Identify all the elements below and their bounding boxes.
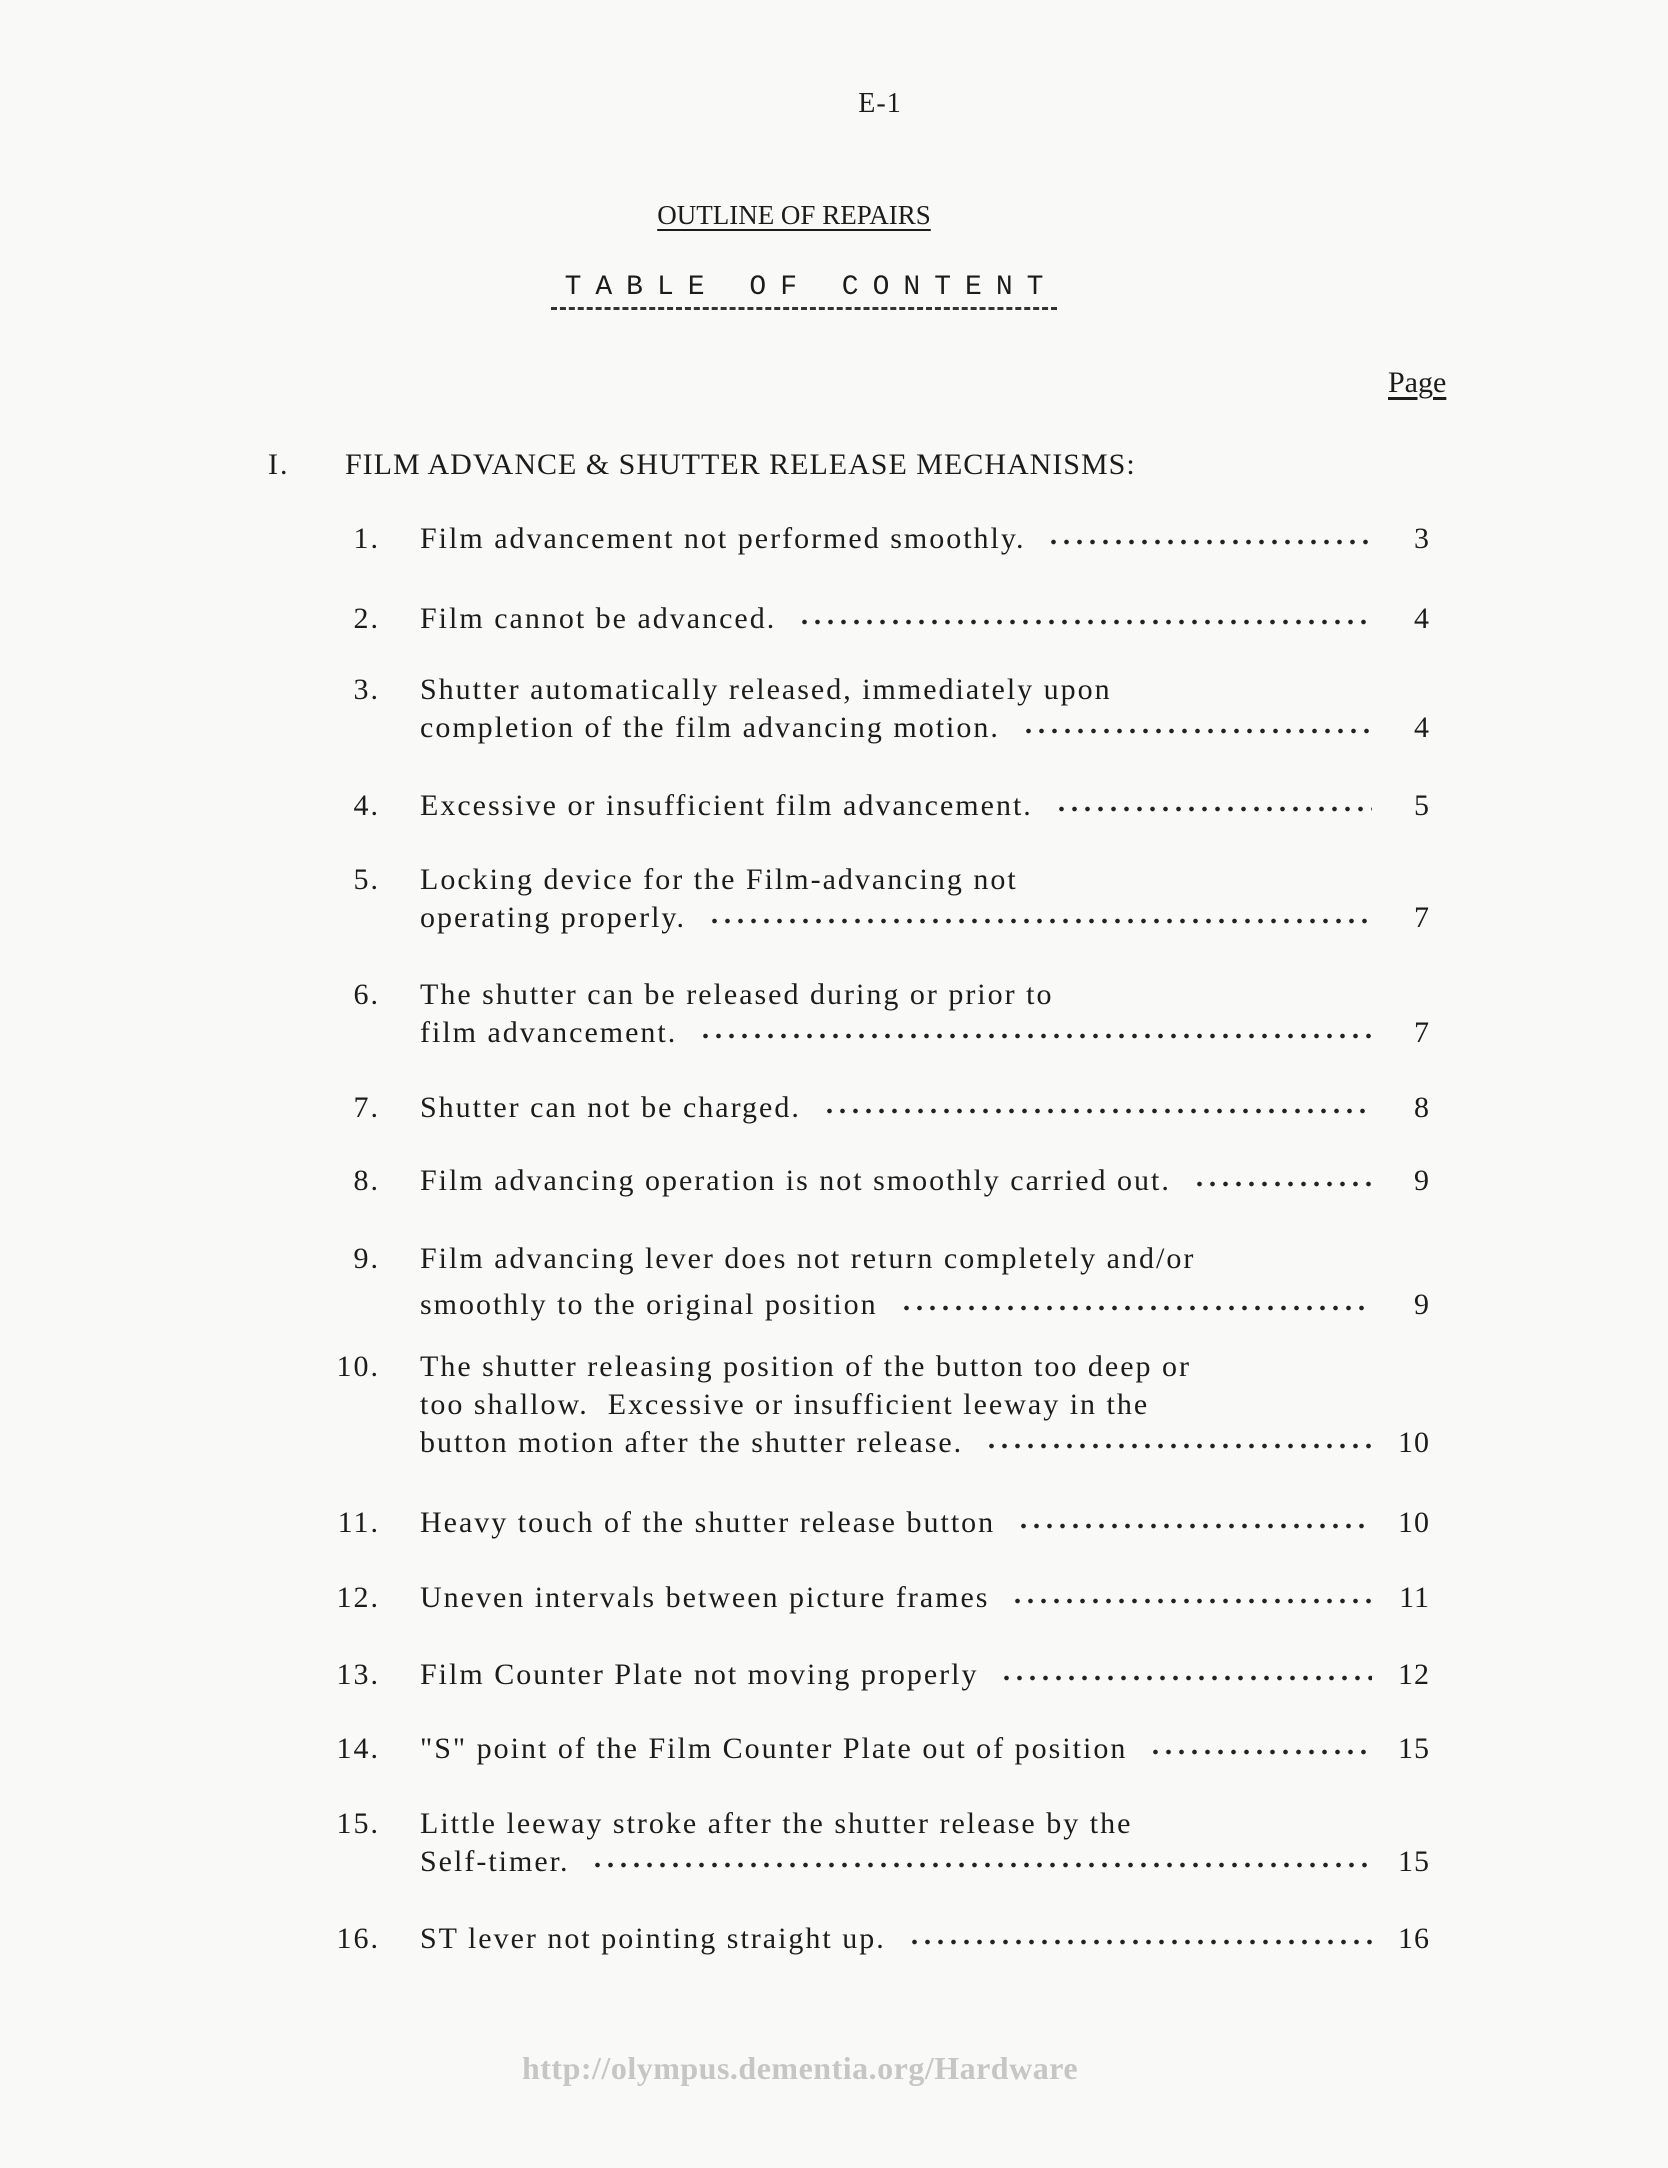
- entry-page-number: 12: [1398, 1658, 1430, 1691]
- entry-text: The shutter can be released during or prior to: [420, 978, 1054, 1011]
- entry-text: too shallow. Excessive or insufficient leeway in the: [420, 1388, 1150, 1421]
- entry-number: 1.: [353, 522, 380, 555]
- entry-body: [420, 1920, 1430, 1958]
- page-number: E-1: [858, 88, 902, 119]
- entry-number: 8.: [353, 1164, 380, 1197]
- entry-text: Film advancing operation is not smoothly carried out.: [420, 1164, 1171, 1197]
- toc-entry: [290, 1089, 1430, 1127]
- dot-leader: [1055, 804, 1372, 814]
- entry-page-number: 4: [1414, 711, 1430, 744]
- entry-number: 13.: [336, 1658, 380, 1691]
- footer-url-watermark: http://olympus.dementia.org/Hardware: [521, 2050, 1079, 2086]
- dot-leader: [1149, 1747, 1372, 1757]
- entry-body: [420, 1504, 1430, 1542]
- entry-line: [420, 1282, 1430, 1328]
- entry-text: Shutter automatically released, immediately upon: [420, 673, 1112, 706]
- entry-line: [420, 1162, 1430, 1200]
- toc-entry: [290, 671, 1430, 747]
- entry-line: [420, 1504, 1430, 1542]
- toc-entry: [290, 1805, 1430, 1881]
- toc-entry: [290, 520, 1430, 558]
- entry-page-number: 7: [1414, 901, 1430, 934]
- dot-leader: [900, 1303, 1372, 1313]
- entry-text: Locking device for the Film-advancing not: [420, 863, 1018, 896]
- entry-page-number: 15: [1398, 1732, 1430, 1765]
- entry-number: 4.: [353, 789, 380, 822]
- entry-line: [420, 520, 1430, 558]
- document-heading: [534, 200, 1054, 231]
- entry-number: 15.: [336, 1807, 380, 1840]
- entry-line: [420, 1579, 1430, 1617]
- entry-text: ST lever not pointing straight up.: [420, 1922, 886, 1955]
- entry-body: [420, 787, 1430, 825]
- entry-page-number: 4: [1414, 602, 1430, 635]
- entry-page-number: 9: [1414, 1164, 1430, 1197]
- toc-entry: [290, 787, 1430, 825]
- toc-entry: [290, 1504, 1430, 1542]
- entry-body: [420, 861, 1430, 937]
- entry-text: Excessive or insufficient film advancement.: [420, 789, 1033, 822]
- entry-text: The shutter releasing position of the button too deep or: [420, 1350, 1192, 1383]
- entry-body: [420, 1089, 1430, 1127]
- entry-page-number: 11: [1399, 1581, 1430, 1614]
- entry-text: button motion after the shutter release.: [420, 1426, 964, 1459]
- entry-body: [420, 1805, 1430, 1881]
- entry-line: [420, 1656, 1430, 1694]
- entry-body: [420, 520, 1430, 558]
- entry-number: 6.: [353, 978, 380, 1011]
- entry-body: [420, 1348, 1430, 1462]
- section-number: I.: [268, 448, 290, 481]
- entry-page-number: 9: [1414, 1288, 1430, 1321]
- dot-leader: [908, 1937, 1372, 1947]
- entry-line: [420, 600, 1430, 638]
- entry-body: [420, 976, 1430, 1052]
- entry-body: [420, 1579, 1430, 1617]
- table-of-contents-title: [484, 272, 1124, 310]
- subheading-text: TABLE OF CONTENT: [551, 272, 1058, 310]
- dot-leader: [1011, 1596, 1372, 1606]
- dot-leader: [1047, 537, 1372, 547]
- entry-page-number: 10: [1398, 1426, 1430, 1459]
- entry-line: [420, 1920, 1430, 1958]
- entry-page-number: 5: [1414, 789, 1430, 822]
- entry-text: Self-timer.: [420, 1845, 570, 1878]
- dot-leader: [985, 1441, 1372, 1451]
- entry-line: [420, 1843, 1430, 1881]
- entry-line: [420, 1424, 1430, 1462]
- entry-text: Shutter can not be charged.: [420, 1091, 801, 1124]
- entry-body: [420, 1656, 1430, 1694]
- toc-entry: [290, 976, 1430, 1052]
- toc-entry: [290, 861, 1430, 937]
- entry-body: [420, 600, 1430, 638]
- entry-text: Heavy touch of the shutter release button: [420, 1506, 996, 1539]
- entry-text: Film cannot be advanced.: [420, 602, 777, 635]
- toc-entry: [290, 1236, 1430, 1328]
- entry-page-number: 3: [1414, 522, 1430, 555]
- toc-entry: [290, 1348, 1430, 1462]
- entry-number: 2.: [353, 602, 380, 635]
- toc-entry: [290, 1656, 1430, 1694]
- entry-body: [420, 1162, 1430, 1200]
- dot-leader: [699, 1031, 1372, 1041]
- entry-text: Little leeway stroke after the shutter release by the: [420, 1807, 1133, 1840]
- entry-body: [420, 671, 1430, 747]
- entry-line: [420, 1730, 1430, 1768]
- dot-leader: [823, 1106, 1372, 1116]
- entry-text: Film advancing lever does not return completely and/or: [420, 1242, 1196, 1275]
- entry-number: 16.: [336, 1922, 380, 1955]
- dot-leader: [1022, 726, 1372, 736]
- dot-leader: [591, 1860, 1372, 1870]
- entry-body: [420, 1730, 1430, 1768]
- entry-body: [420, 1236, 1430, 1328]
- entry-number: 12.: [336, 1581, 380, 1614]
- toc-entry: [290, 1579, 1430, 1617]
- entry-line: [420, 899, 1430, 937]
- toc-entry: [290, 1730, 1430, 1768]
- entry-page-number: 8: [1414, 1091, 1430, 1124]
- dot-leader: [1193, 1179, 1372, 1189]
- entry-number: 10.: [336, 1350, 380, 1383]
- heading-text: OUTLINE OF REPAIRS: [657, 200, 931, 230]
- entry-text: "S" point of the Film Counter Plate out of position: [420, 1732, 1128, 1765]
- section-title: FILM ADVANCE & SHUTTER RELEASE MECHANISMS:: [345, 448, 1136, 481]
- entry-text: operating properly.: [420, 901, 686, 934]
- entry-number: 9.: [353, 1242, 380, 1275]
- entry-page-number: 16: [1398, 1922, 1430, 1955]
- entry-text: smoothly to the original position: [420, 1288, 878, 1321]
- entry-page-number: 7: [1414, 1016, 1430, 1049]
- toc-entry: [290, 1162, 1430, 1200]
- entry-line: [420, 1089, 1430, 1127]
- toc-entry: [290, 600, 1430, 638]
- entry-number: 14.: [336, 1732, 380, 1765]
- entry-number: 5.: [353, 863, 380, 896]
- dot-leader: [798, 617, 1372, 627]
- entry-page-number: 15: [1398, 1845, 1430, 1878]
- dot-leader: [1000, 1673, 1372, 1683]
- entry-number: 7.: [353, 1091, 380, 1124]
- entry-text: Uneven intervals between picture frames: [420, 1581, 990, 1614]
- toc-entry: [290, 1920, 1430, 1958]
- entry-text: Film advancement not performed smoothly.: [420, 522, 1026, 555]
- entry-line: [420, 709, 1430, 747]
- entry-line: [420, 1014, 1430, 1052]
- dot-leader: [708, 916, 1372, 926]
- page-column-label: Page: [1388, 366, 1447, 399]
- entry-line: [420, 787, 1430, 825]
- entry-text: Film Counter Plate not moving properly: [420, 1658, 979, 1691]
- dot-leader: [1017, 1521, 1372, 1531]
- entry-text: completion of the film advancing motion.: [420, 711, 1000, 744]
- entry-number: 11.: [337, 1506, 380, 1539]
- entry-number: 3.: [353, 673, 380, 706]
- entry-page-number: 10: [1398, 1506, 1430, 1539]
- entry-text: film advancement.: [420, 1016, 678, 1049]
